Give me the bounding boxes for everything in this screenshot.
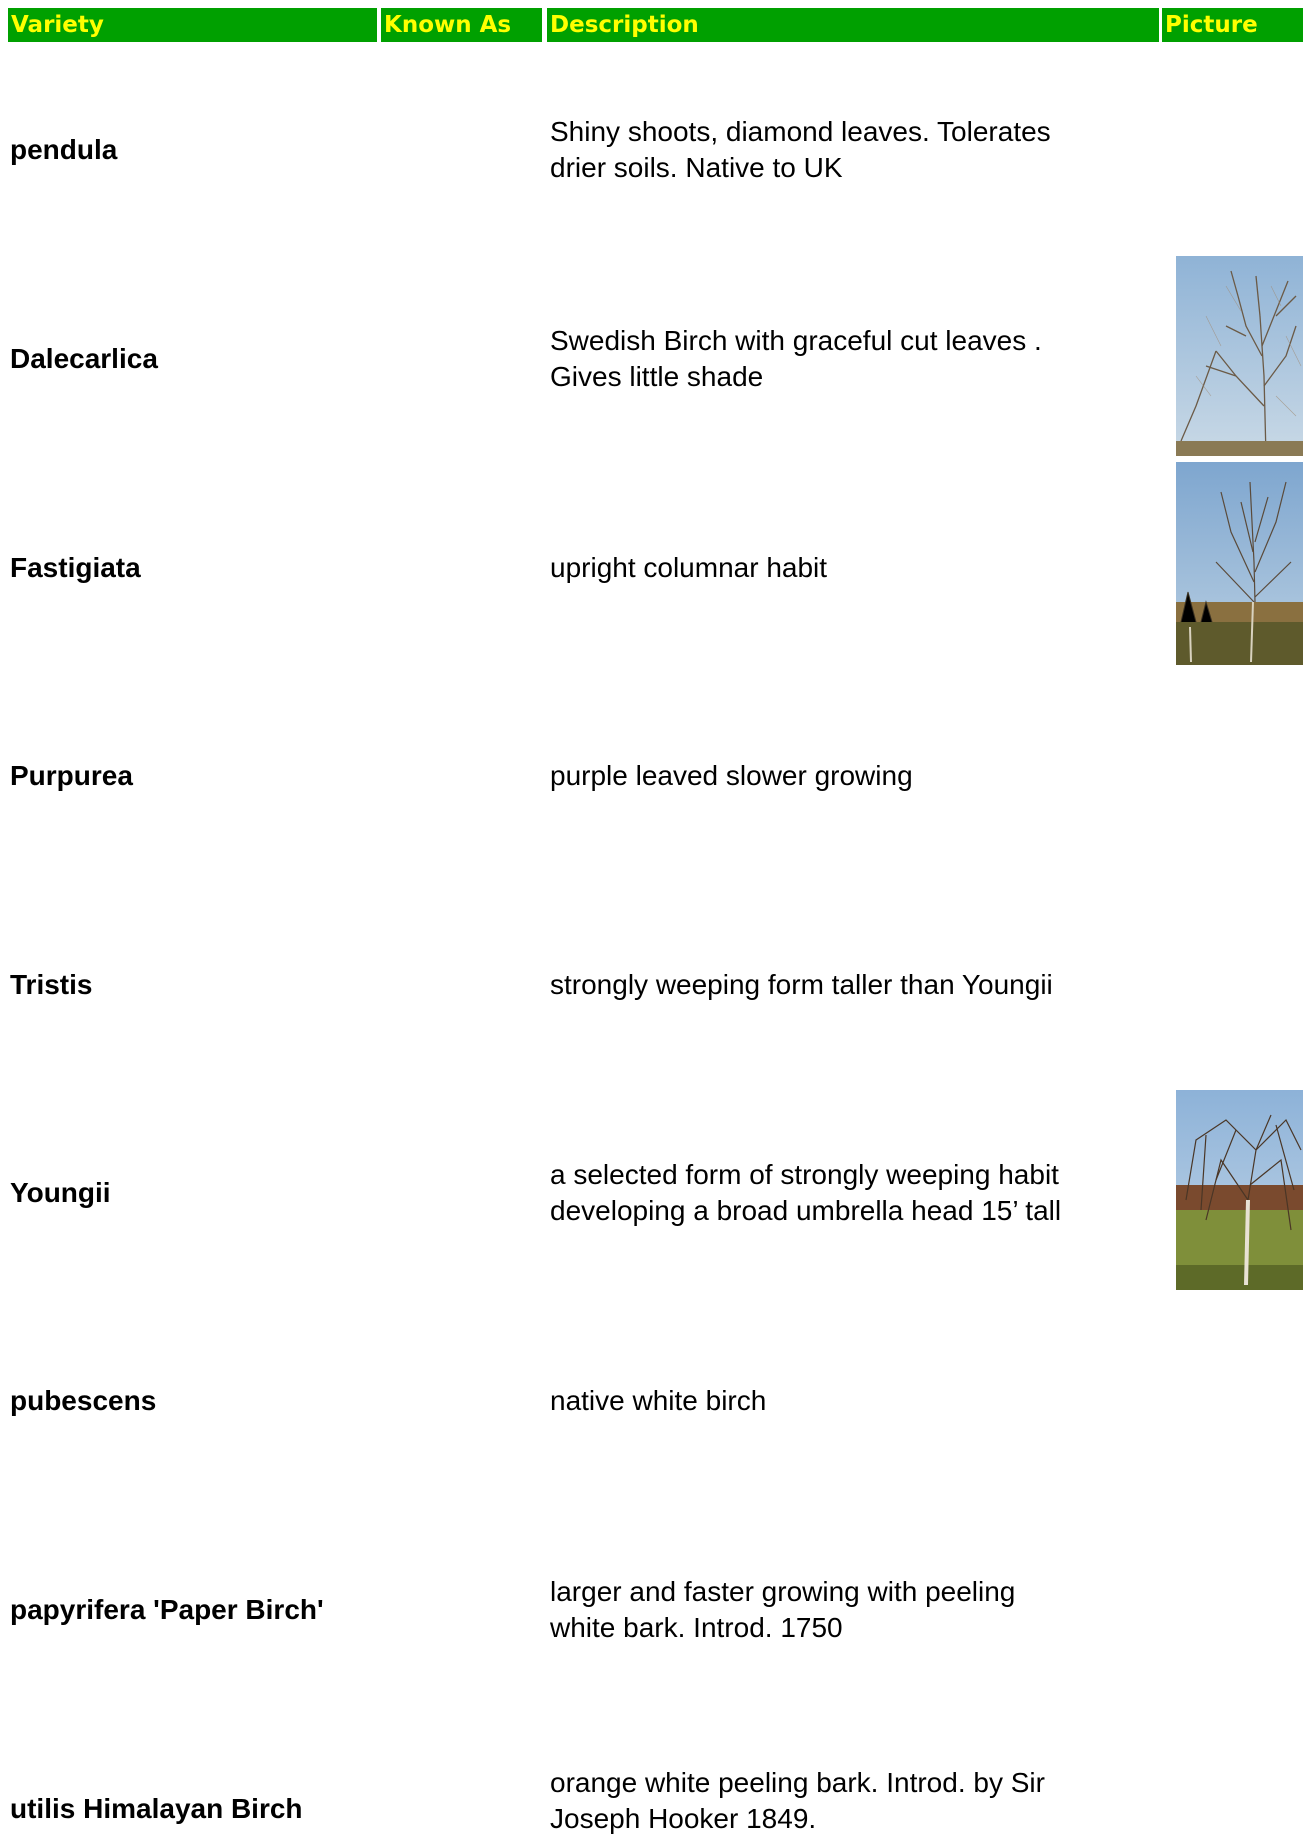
variety-description <box>550 1383 1150 1419</box>
description-line: native white birch <box>550 1385 767 1416</box>
description-line: upright columnar habit <box>550 552 828 583</box>
header-known-as: Known As <box>381 8 542 42</box>
description-line: Joseph Hooker 1849. <box>550 1803 817 1834</box>
header-variety: Variety <box>8 8 377 42</box>
variety-name: papyrifera 'Paper Birch' <box>10 1594 324 1625</box>
variety-name: pendula <box>10 134 118 165</box>
variety-name: Youngii <box>10 1177 111 1208</box>
variety-name: Purpurea <box>10 760 133 791</box>
dalecarlica-photo[interactable] <box>1176 256 1303 456</box>
description-line: Swedish Birch with graceful cut leaves . <box>550 325 1042 356</box>
variety-name: Tristis <box>10 969 93 1000</box>
description-line: developing a broad umbrella head 15’ tall <box>550 1195 1062 1226</box>
fastigiata-photo[interactable] <box>1176 462 1303 665</box>
description-line: drier soils. Native to UK <box>550 152 843 183</box>
description-line: white bark. Introd. 1750 <box>550 1612 843 1643</box>
variety-description <box>550 550 1150 586</box>
variety-description <box>550 114 1150 186</box>
variety-name: utilis Himalayan Birch <box>10 1793 303 1824</box>
variety-description <box>550 1574 1150 1646</box>
description-line: Shiny shoots, diamond leaves. Tolerates <box>550 116 1051 147</box>
variety-name: Fastigiata <box>10 552 141 583</box>
description-line: strongly weeping form taller than Youngii <box>550 969 1053 1000</box>
variety-description <box>550 758 1150 794</box>
variety-name: pubescens <box>10 1385 157 1416</box>
variety-description <box>550 1765 1150 1837</box>
variety-description <box>550 1157 1150 1229</box>
description-line: a selected form of strongly weeping habit <box>550 1159 1059 1190</box>
description-line: orange white peeling bark. Introd. by Sir <box>550 1767 1045 1798</box>
variety-description <box>550 323 1150 395</box>
header-description: Description <box>547 8 1159 42</box>
variety-name: Dalecarlica <box>10 343 158 374</box>
description-line: Gives little shade <box>550 361 764 392</box>
variety-description <box>550 967 1150 1003</box>
header-picture: Picture <box>1162 8 1303 42</box>
youngii-photo[interactable] <box>1176 1090 1303 1290</box>
description-line: purple leaved slower growing <box>550 760 913 791</box>
description-line: larger and faster growing with peeling <box>550 1576 1016 1607</box>
